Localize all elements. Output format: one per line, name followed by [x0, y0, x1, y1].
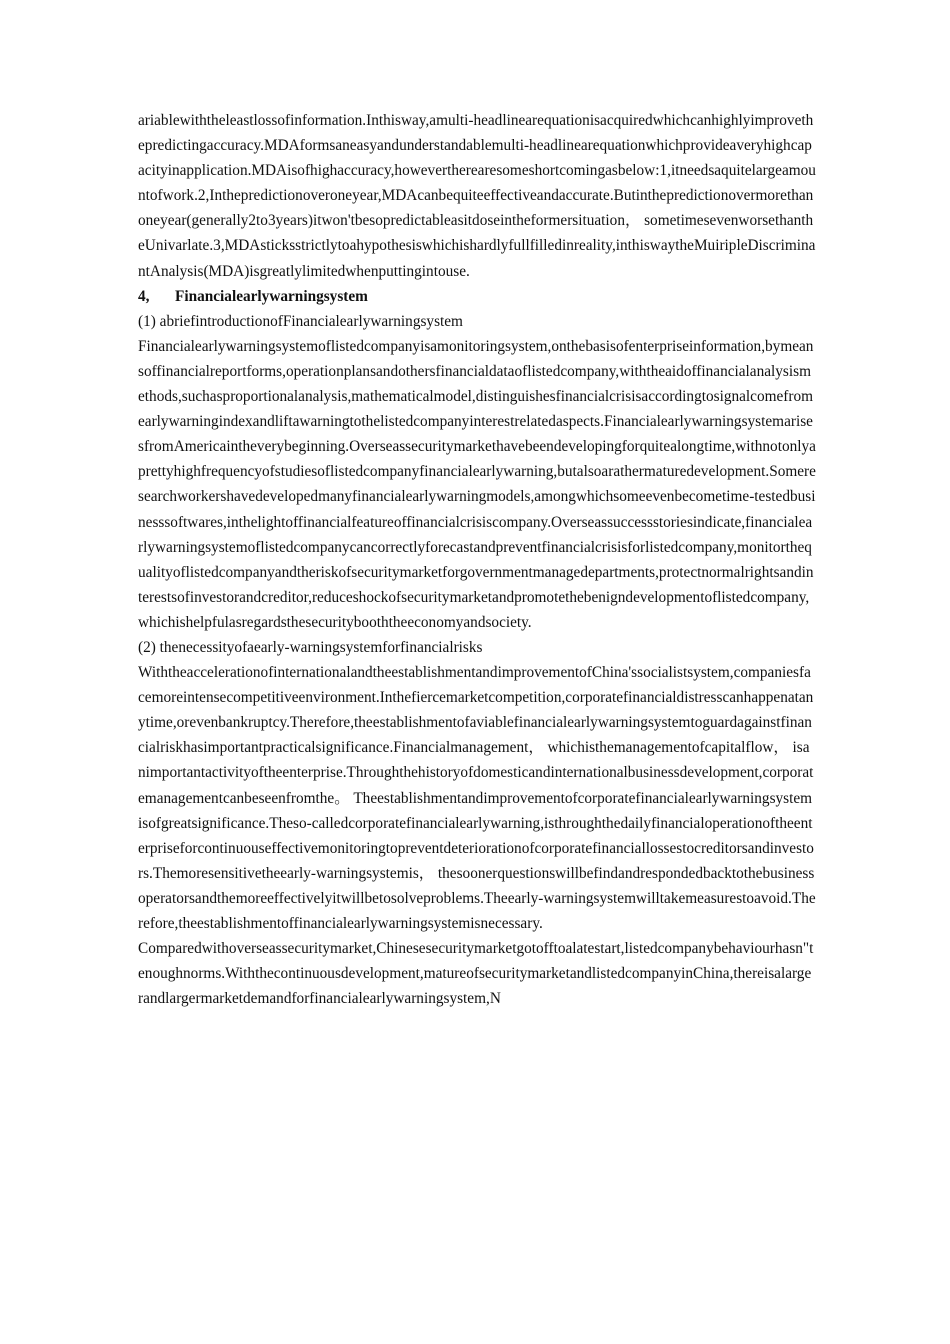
introduction-paragraph: Financialearlywarningsystemoflistedcompanyisamonitoringsystem,onthebasisofenterpriseinformation,bymeansoffinancialreportforms,operationplansandothersfinancialdataoflistedcompany,withtheaidoffinancialanalysismethods,suchasproportionalanalysis,mathematicalmodel,distinguishesfinancialcrisisaccordingtosignalcomefromearlywarningindexandliftawarningtothelistedcompanyinterestrelatedaspects.FinancialearlywarningsystemarisesfromAmericaintheverybeginning.Overseassecuritymarkethavebeendevelopingforquitealongtime,withnotonlyaprettyhighfrequencyofstudiesoflistedcompanyfinancialearlywarning,butalsoarathermaturedevelopment.Someresearchworkershavedevelopedmanyfinancialearlywarningmodels,amongwhichsomeevenbecometime-testedbusinesssoftwares,inthelightoffinancialfeatureoffinancialcrisiscompany.Overseassuccessstoriesindicate,financialearlywarningsystemoflistedcompanycancorrectlyforecastandpreventfinancialcrisisforlistedcompany,monitorthequalityoflistedcompanyandtheriskofsecuritymarketforgovernmentmanagedepartments,protectnormalrightsandinterestsofinvestorandcreditor,reduceshockofsecuritymarketandpromotethebenigndevelopmentoflistedcompany,whichishelpfulasregardsthesecuritybooththeeconomyandsociety. [138, 337, 816, 631]
comparison-paragraph: Comparedwithoverseassecuritymarket,Chinesesecuritymarketgotofftoalatestart,listedcompanybehaviourhasn"tenoughnorms.Withthecontinuousdevelopment,matureofsecuritymarketandlistedcompanyinChina,thereisalargerandlargermarketdemandforfinancialearlywarningsystem,N [138, 940, 814, 1008]
document-page [138, 108, 816, 1011]
mda-paragraph: ariablewiththeleastlossofinformation.Inthisway,amulti-headlinearequationisacquiredwhichcanhighlyimprovethepredictingaccuracy.MDAformsaneasyandunderstandablemulti-headlinearequationwhichprovideaveryhighcapacityinapplication.MDAisofhighaccuracy,howevertherearesomeshortcomingasbelow:1,itneedsaquitelargeamountofwork.2,Inthepredictionoveroneyear,MDAcanbequiteeffectiveandaccurate.Butinthepredictionovermorethanoneyear(generally2to3years)itwon'tbesopredictableasitdoseintheformersituation， sometimesevenworsethantheUnivarlate.3,MDAsticksstrictlytoahypothesiswhichishardlyfullfilledinreality,inthiswaytheMuiripleDiscriminantAnalysis(MDA)isgreatlylimitedwhenputtingintouse. [138, 112, 816, 280]
necessity-paragraph: WiththeaccelerationofinternationalandtheestablishmentandimprovementofChina'ssocialistsystem,companiesfacemoreintensecompetitiveenvironment.Inthefiercemarketcompetition,corporatefinancialdistresscanhappenatanytime,orevenbankruptcy.Therefore,theestablishmentofaviablefinancialearlywarningsystemtoguardagainstfinancialriskhasimportantpracticalsignificance.Financialmanagement， whichisthemanagementofcapitalflow， isanimportantactivityoftheenterprise.Throughthehistoryofdomesticandinternationalbusinessdevelopment,corporatemanagementcanbeseenfromthe。 Theestablishmentandimprovementofcorporatefinancialearlywarningsystemisofgreatsignificance.Theso-calledcorporatefinancialearlywarning,isthroughthedailyfinancialoperationoftheenterpriseforcontinuouseffectivemonitoringtopreventdeteriorationofcorporatefinanciallossestocreditorsandinvestors.Themoresensitivetheearly-warningsystemis， thesoonerquestionswillbefindandrespondedbacktothebusinessoperatorsandthemoreeffectivelyitwillbetosolveproblems.Theearly-warningsystemwilltakemeasurestoavoid.Therefore,theestablishmentoffinancialearlywarningsystemisnecessary. [138, 664, 816, 932]
subsection-label: (2) thenecessityofaearly-warningsystemforfinancialrisks [138, 638, 483, 656]
subsection-label: (1) abriefintroductionofFinancialearlywarningsystem [138, 312, 463, 330]
section-heading [138, 284, 816, 309]
section-number: 4, [138, 287, 150, 305]
section-title: Financialearlywarningsystem [175, 287, 368, 305]
